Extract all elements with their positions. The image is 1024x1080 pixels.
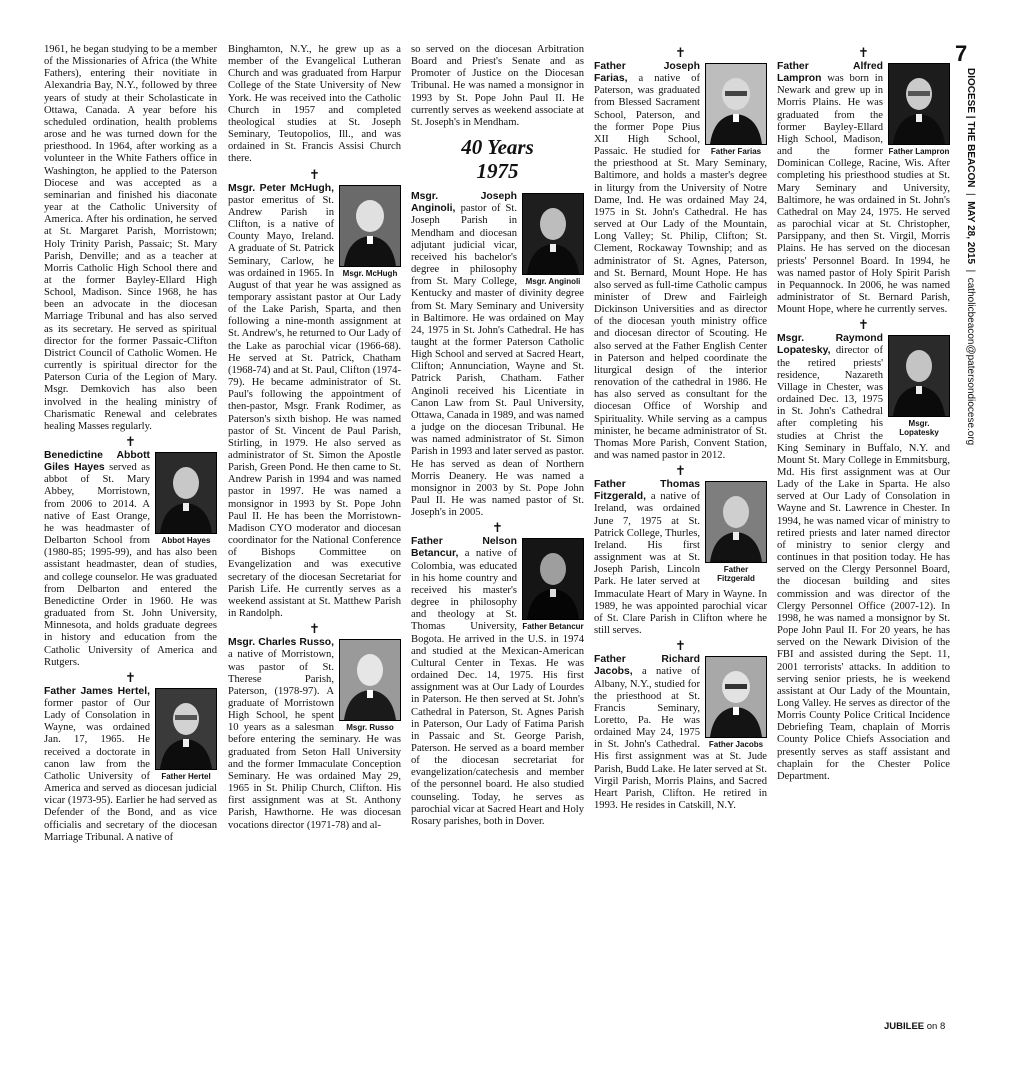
bio-text: pastor of St. Joseph Parish in Mendham and diocesan adjutant judicial vicar, received his bachelor's degree in philosophy from St. Mary College, Kentucky and master of divinity degree from St. Mary Seminary and University in Baltimore. He was ordained on May 24, 1975 in St. John's Cathedral. He has taught at the former Paterson Catholic High School and served at Sacred Heart, Clifton; Annunciation, Wayne and St. Patrick Parish, Chatham. Father Anginoli received his Licentiate in Canon Law from St. Paul University, Ottawa, Canada in 1989, and was named a judge on the diocesan Tribunal. He was named administrator of St. Simon Parish in 1993 and later served as pastor. He has served as dean of Northern Morris Deanery. He was named a monsignor in 2003 by St. Pope John Paul II. He was named pastor of St. Joseph's in 2005. [411,203,584,519]
portrait-photo [522,193,584,286]
photo-caption: Father Hertel [161,771,211,781]
photo-caption: Msgr. Anginoli [525,277,581,287]
column-4 [594,44,767,1044]
bio-name: Father Nelson Betancur, [411,536,517,560]
side-date: MAY 28, 2015 [965,201,976,265]
bio-text: a native of Paterson, was graduated from Blessed Sacrament School, Paterson, and the former Pope Pius XII High School, Passaic. He studied for the priesthood at St. Mary Seminary, Baltimore, and holds a master's degree in liturgy from the University of Notre Dame, Ind. He was ordained May 24, 1975 in St. John's Cathedral. He has served at Our Lady of the Mountain, Long Valley; St. Philip, Clifton; St. Clement, Rockaway Township; and as administrator of St. Agnes, Paterson, and St. Bernard, Mount Hope. He has also served as full-time Catholic campus minister of Drew and Fairleigh Dickinson Universities and as director of the diocesan youth ministry office and diocesan director of Scouting. He also served at the Father English Center in Paterson and helped coordinate the liturgical design of the interior renovation of the cathedral in 1986. He has also served as consultant for the diocesan Office of Worship and Spirituality. While serving as a campus minister, he became administrator of St. Thomas More Parish, Convent Station, and was named pastor in 2012. [594,73,767,461]
bio-name: Father Alfred Lampron [777,61,883,85]
column-1 [44,44,217,1044]
bio-name: Msgr. Joseph Anginoli, [411,191,517,215]
portrait-photo [888,63,950,156]
section-heading-year: 1975 [476,159,519,184]
portrait-photo [705,656,767,749]
column-5 [777,44,950,1044]
portrait-image [155,688,217,770]
cross-icon: ✝ [492,520,503,536]
cross-icon: ✝ [125,669,136,685]
bio-text: served as abbot of St. Mary Abbey, Morristown, from 2006 to 2014. A native of East Orange, he was headmaster of Delbarton School from (1980-85; 1995-99), and has also been assistant headmaster, dean of studies, and college counselor. He was graduated from Delbarton and entered the Benedictine Order in 1960. He was graduated from St. John University, Minnesota, and holds graduate degrees in history and education from the Catholic University of America and Rutgers. [44,462,217,668]
page-number: 7 [955,41,968,66]
cross-icon: ✝ [675,463,686,479]
photo-caption: Father Jacobs [708,740,764,750]
bio-name: Father James Hertel, [44,685,150,697]
bio-text: a native of Ireland, was ordained June 7, 1975 at St. Patrick College, Thurles, Ireland. His first assignment was at St. Joseph Parish, Lincoln Park. He later served at Immaculate Heart of Mary in Wayne. In 1989, he was appointed parochial vicar of St. Clare Parish in Clifton where he still serves. [594,491,767,637]
portrait-photo [705,481,767,583]
bio-text: was born in Newark and grew up in Morris Plains. He was graduated from the former Bayley-Ellard High School, Madison, and the former Dominican College, Racine, Wis. After completing his priesthood studies at St. Mary Seminary and University, Baltimore, he was ordained in St. John's Cathedral on May 24, 1975. He served as parochial vicar at St. Christopher, Parsippany, and then St. Virgil, Morris Plains. He has served on the diocesan priests' Personnel Board. In 1994, he was named pastor of Holy Spirit Parish in Pequannock. In 2006, he was named administrator of St. Bernard Parish, Mount Hope, where he currently serves. [777,73,950,316]
continued-suffix: on 8 [926,1021,946,1032]
bio-name: Msgr. Peter McHugh, [228,182,334,194]
section-heading-title: 40 Years [461,135,534,160]
portrait-image [522,538,584,620]
portrait-image [888,335,950,417]
continued-on-link[interactable] [884,1021,945,1032]
column-3 [411,44,584,1044]
bio-text: a native of Morristown, was pastor of St. Therese Parish, Paterson, (1978-97). A graduate of Morristown High School, he spent 10 years as a salesman before entering the seminary. He was graduated from Seton Hall University and the former Immaculate Conception Seminary. He was ordained May 29, 1965 in St. Philip Church, Clifton. His first assignment was at St. Anthony Parish, Hawthorne. He was diocesan vocations director (1971-78) and al- [228,649,401,831]
bio-text: pastor emeritus of St. Andrew Parish in Clifton, is a native of County Mayo, Ireland. A graduate of St. Patrick Seminary, Carlow, he was ordained in 1965. In August of that year he was assigned as temporary assistant pastor at Our Lady of the Lake Parish, Sparta, and then following a nine-month assignment at St. Andrew's, he returned to Our Lady of the Lake as parochial vicar (1966-68). He served at St. Patrick, Chatham (1968-74) and at St. Paul, Clifton (1974-79). He became administrator of St. Paul's following the appointment of then-pastor, Msgr. Frank Rodimer, as Paterson's sixth bishop. He was named pastor of St. Vincent de Paul Parish, Stirling, in 1979. He also served as administrator of St. Simon the Apostle Parish, Green Pond. He then came to St. Andrew Parish in 1994 and was named pastor in 1997. He was named a monsignor in 1993 by St. Pope John Paul II. He has been the Morristown-Madison CYO moderator and diocesan coordinator for the National Conference of Bishops Committee on Evangelization and was executive secretary of the diocesan Secretariat for Parish Life. He currently serves as a weekend assistant at St. Matthew Parish in Randolph. [228,194,401,620]
portrait-photo [155,452,217,545]
bio-name: Benedictine Abbott Giles Hayes [44,450,150,474]
photo-caption: Msgr. McHugh [342,268,398,278]
portrait-photo [522,538,584,631]
photo-caption: Father Betancur [522,622,584,632]
portrait-photo [155,688,217,781]
portrait-image [339,185,401,267]
portrait-photo [339,639,401,732]
side-website: catholicbeacon@patersondiocese.org [965,277,976,446]
bio-name: Msgr. Charles Russo, [228,637,334,649]
portrait-image [522,193,584,275]
portrait-image [155,452,217,534]
continued-label: JUBILEE [884,1021,925,1032]
photo-caption: Father Farias [710,147,762,156]
bio-text: a native of Albany, N.Y., studied for the priesthood at St. Francis Seminary, Loretto, Pa. He was ordained May 24, 1975 in St. John's Cathedral. His first assignment was at St. Jude Parish, Budd Lake. He later served at St. Virgil Parish, Morris Plains, and Sacred Heart Parish, Clifton. He retired in 1993. He resides in Catskill, N.Y. [594,666,767,812]
bio-name: Msgr. Raymond Lopatesky, [777,333,883,357]
column-text: 1961, he began studying to be a member of the Missionaries of Africa (the White Fathers), entering their novitiate in Alexandria Bay, N.Y., followed by three years of study at their Scholasticate in Ottawa, Canada. A year before his scheduled ordination, health problems arose and he was turned down for the priesthood. In 1964, after working as a volunteer in the White Fathers office in Washington, he applied to the Paterson Diocese and was accepted as a seminarian and finished his diaconate year at the Catholic University of America. After his ordination, he served at St. Margaret Parish, Morristown; Holy Trinity Parish, Passaic; St. Mary Parish, Denville; and as a teacher at Morris Catholic High School there and at the former Bayley-Ellard High School, Madison. Since 1968, he has been an advocate in the diocesan Marriage Tribunal and has also served as its secretary. He served as spiritual director for the former Passaic-Clifton District Council of Catholic Women. He currently is spiritual director for the Paterson Curia of the Legion of Mary. Msgr. Demkovich has also been involved in the healing ministry of Charismatic Renewal and celebrates healing Masses regularly. [44,44,217,432]
photo-caption: Msgr. Russo [346,723,394,733]
portrait-image [705,63,767,145]
cross-icon: ✝ [309,166,320,182]
cross-icon: ✝ [675,45,686,60]
photo-caption: Msgr. Lopatesky [899,419,939,438]
portrait-image [339,639,401,721]
photo-caption: Father Lampron [888,147,950,156]
cross-icon: ✝ [309,621,320,637]
bio-name: Father Thomas Fitzgerald, [594,479,700,503]
bio-name: Father Richard Jacobs, [594,654,700,678]
cross-icon: ✝ [858,45,869,60]
portrait-photo [888,335,950,437]
bio-text: director of the retired priests' residence, Nazareth Village in Chester, was ordained Dec. 13, 1975 in St. John's Cathedral after completing his studies at Christ the King Seminary in Buffalo, N.Y. and Mount St. Mary College in Emmitsburg, Md. His first assignment was at Our Lady of the Lake in Sparta. He also served at Our Lady of Consolation in Wayne and St. Lawrence in Chester. In 1994, he was named vicar of ministry to retired priests and later named director of ministry to senior clergy and continues in that position today. He has served on the Clergy Personnel Board, the diocesan building and sites commission and was director of the Clergy Personnel Office (2007-12). In 1998, he was named a monsignor by St. Pope John Paul II. For 20 years, he has served on the Newark Division of the FBI and assisted during the Sept. 11, 2001 terrorists' attacks. In addition to serving senior priests, he is weekend assistant at Our Lady of the Mountain, Long Valley. He serves as director of the Morris County Police Critical Incidence Debriefing Team, chaplain of Morris County Police Chiefs Association and presently serves as staff assistant and chaplain for the Chester Police Department. [777,345,950,782]
portrait-photo [339,185,401,278]
photo-caption: Father Fitzgerald [717,565,755,584]
side-masthead: DIOCESE | THE BEACON | MAY 28, 2015 | catholicbeacon@patersondiocese.org [965,68,976,446]
column-text: so served on the diocesan Arbitration Board and Priest's Senate and as Promoter of Justice on the Diocesan Tribunal. He was named a monsignor in 1993 by St. Pope John Paul II. He currently serves as weekend associate at St. Joseph's in Mendham. [411,44,584,128]
column-text: Binghamton, N.Y., he grew up as a member of the Evangelical Lutheran Church and was graduated from Harpur College of the State University of New York. He was received into the Catholic Church in 1957 and completed theological studies at St. Joseph Seminary, Teutopolios, Ill., and was ordained in St. Francis Assisi Church there. [228,44,401,165]
cross-icon: ✝ [125,434,136,449]
portrait-photo [705,63,767,156]
side-publication: DIOCESE | THE BEACON [965,68,976,188]
bio-text: former pastor of Our Lady of Consolation in Wayne, was ordained Jan. 17, 1965. He received a doctorate in canon law from the Catholic University of America and served as diocesan judicial vicar (1973-95). Earlier he had served as Defender of the Bond, and as vice officialis and secretary of the diocesan Marriage Tribunal. A native of [44,697,217,843]
portrait-image [888,63,950,145]
photo-caption: Abbot Hayes [161,536,211,545]
bio-name: Father Joseph Farias, [594,61,700,85]
section-heading [411,135,584,183]
portrait-image [705,656,767,738]
bio-text: a native of Colombia, was educated in his home country and received his master's degree in philosophy and theology at St. Thomas University, Bogota. He arrived in the U.S. in 1974 and studied at the Mexican-American Cultural Center in Texas. He was ordained Dec. 14, 1975. His first assignment was at Our Lady of Lourdes in Paterson. He then served at St. John's Cathedral in Paterson, St. Agnes Parish in Paterson, Our Lady of Fatima Parish in Passaic and St. George Parish, Paterson. He served as a board member of the diocesan secretariat for evangelization/catechesis and member of the personnel board. He also studied counseling. Today, he serves as parochial vicar at Sacred Heart and Holy Rosary parishes, both in Dover. [411,548,584,827]
cross-icon: ✝ [675,638,686,654]
cross-icon: ✝ [858,317,869,333]
column-2 [228,44,401,1044]
portrait-image [705,481,767,563]
